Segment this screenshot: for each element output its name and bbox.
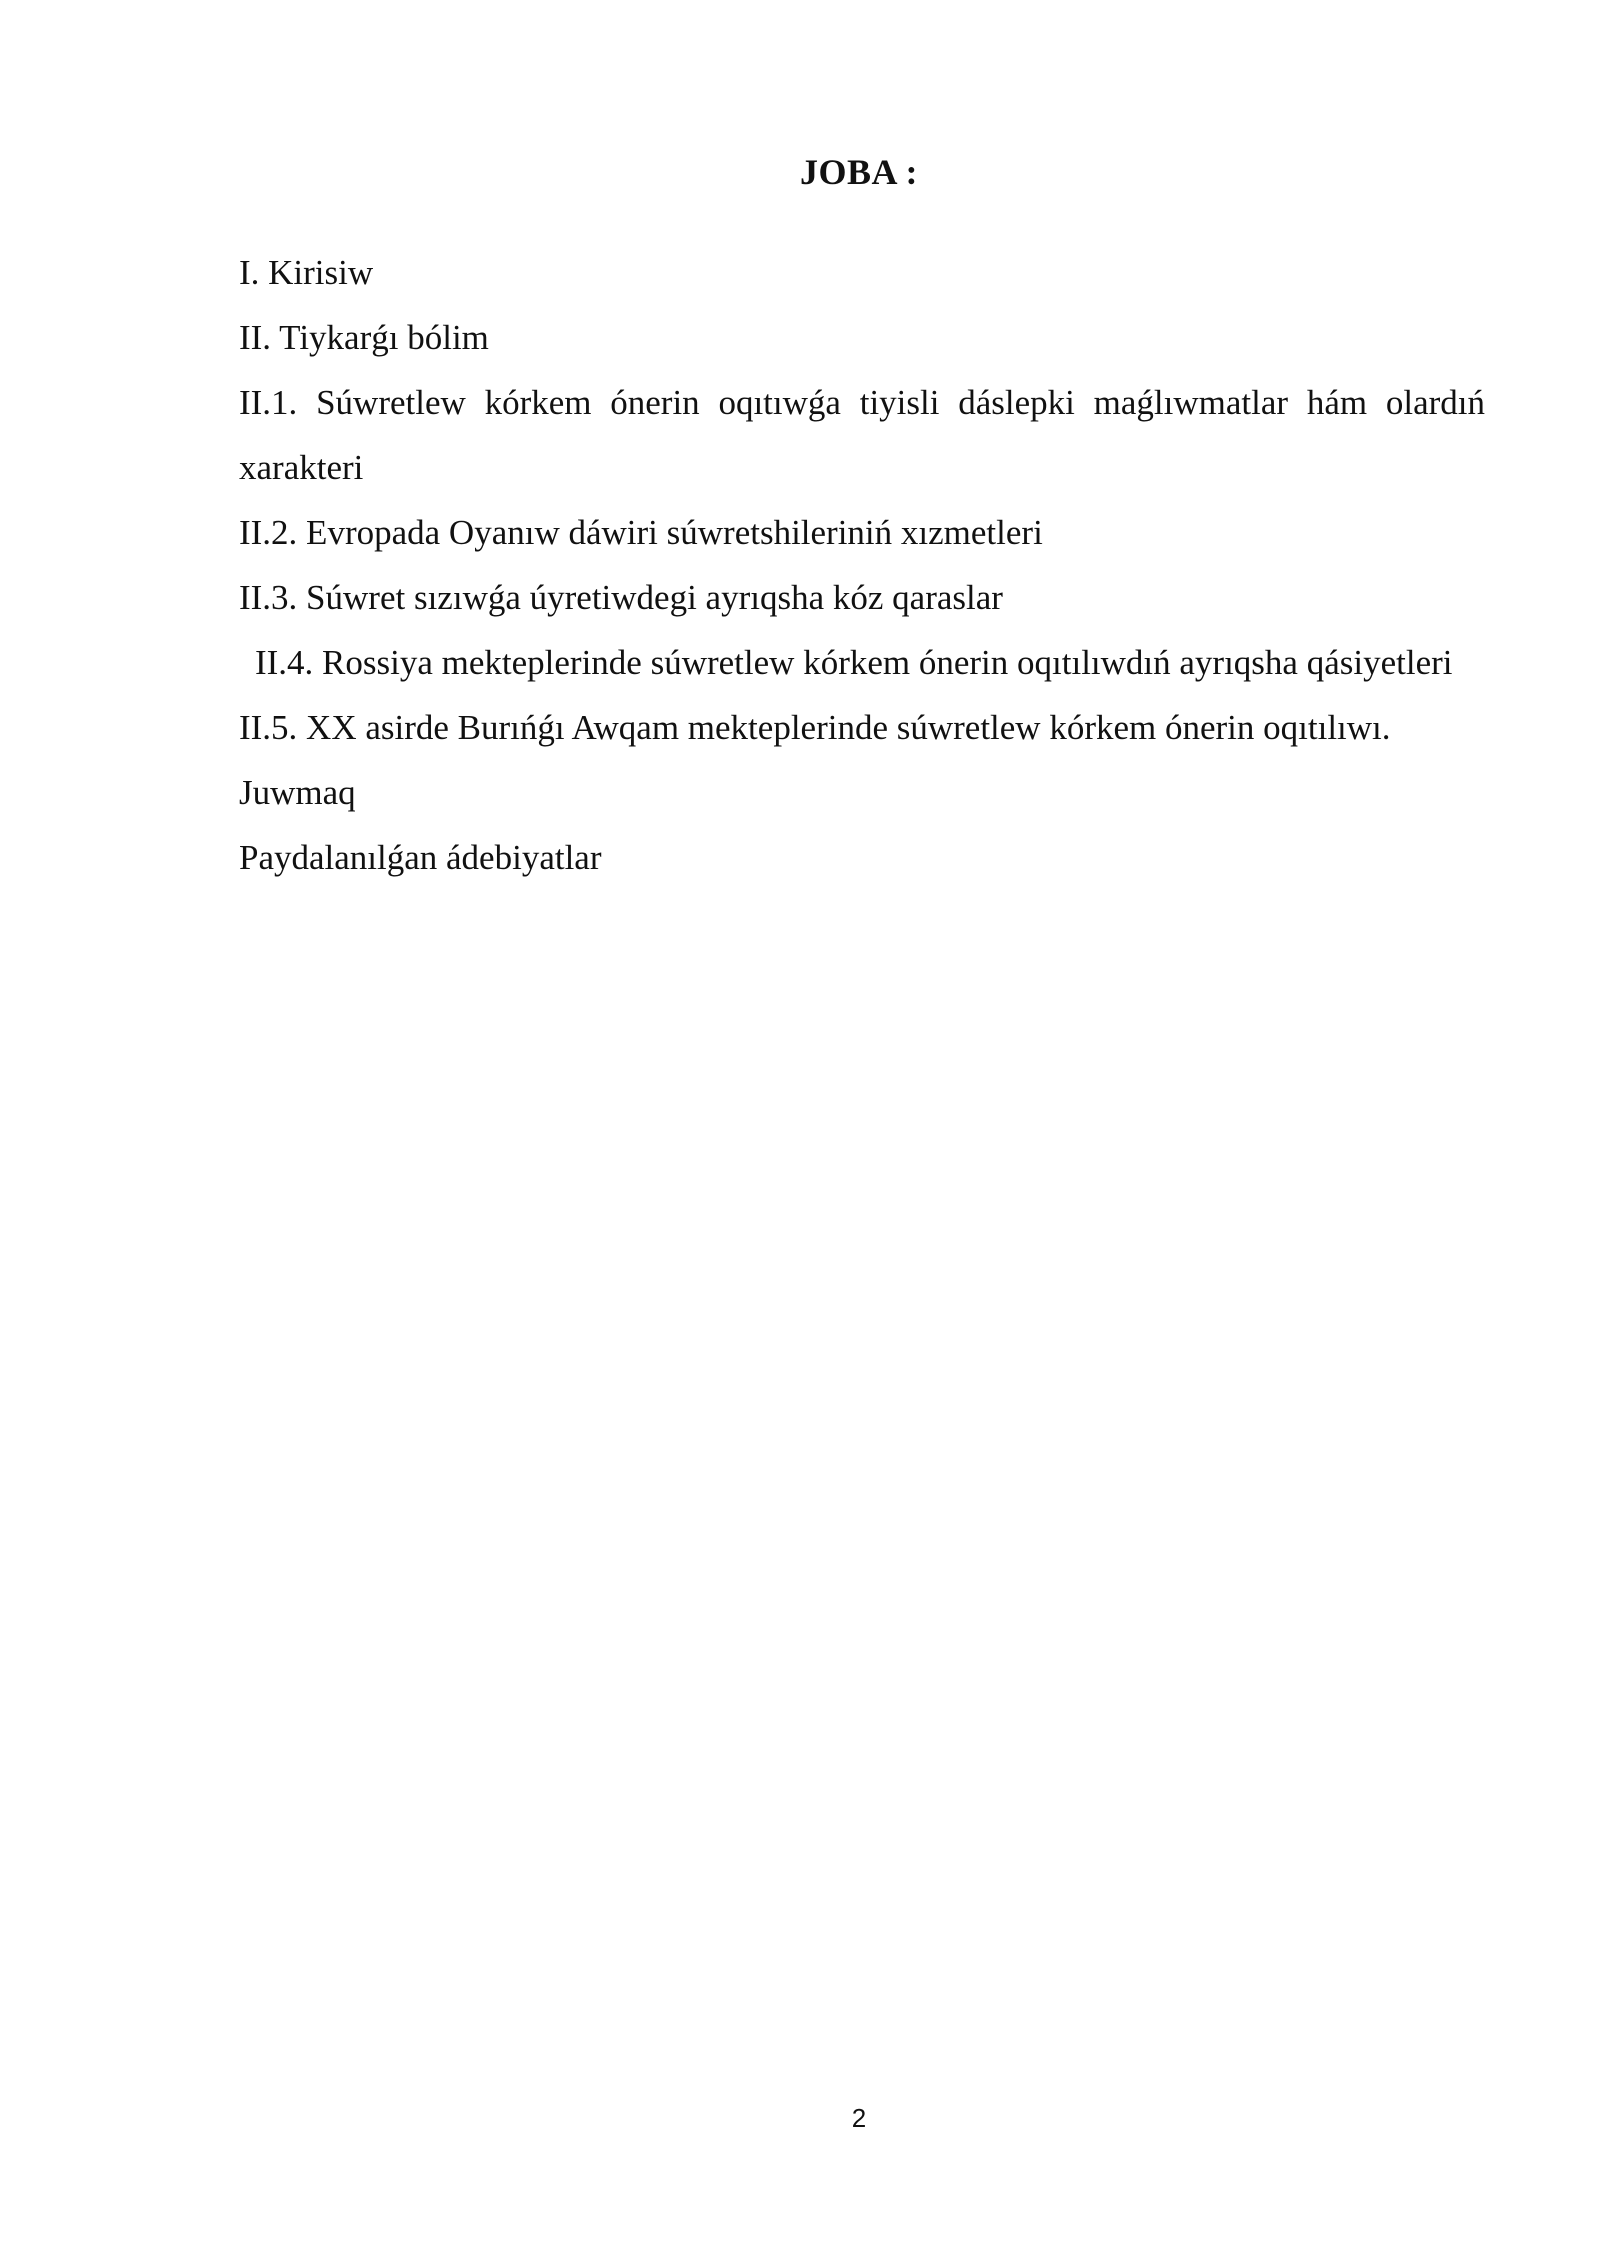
toc-item-introduction: I. Kirisiw — [239, 253, 374, 292]
toc-item-section-2-2: II.2. Evropada Oyanıw dáwiri súwretshileriniń xızmetleri — [239, 513, 1043, 552]
page-number: 2 — [851, 2103, 867, 2133]
toc-item-conclusion: Juwmaq — [239, 773, 356, 812]
toc-item-section-2-3: II.3. Súwret sızıwǵa úyretiwdegi ayrıqsha kóz qaraslar — [239, 578, 1003, 617]
page-title: JOBA : — [799, 152, 918, 192]
table-of-contents — [229, 240, 1485, 890]
toc-item-section-2-1: II.1. Súwretlew kórkem ónerin oqıtıwǵa tiyisli dáslepki maǵlıwmatlar hám olardıń xarakteri — [239, 383, 1485, 487]
toc-item-references: Paydalanılǵan ádebiyatlar — [239, 838, 602, 877]
toc-item-section-2-4: II.4. Rossiya mekteplerinde súwretlew kórkem ónerin oqıtılıwdıń ayrıqsha qásiyetleri — [255, 643, 1453, 682]
toc-item-main-part: II. Tiykarǵı bólim — [239, 318, 489, 357]
toc-item-section-2-5: II.5. XX asirde Burıńǵı Awqam mekteplerinde súwretlew kórkem ónerin oqıtılıwı. — [239, 708, 1391, 747]
